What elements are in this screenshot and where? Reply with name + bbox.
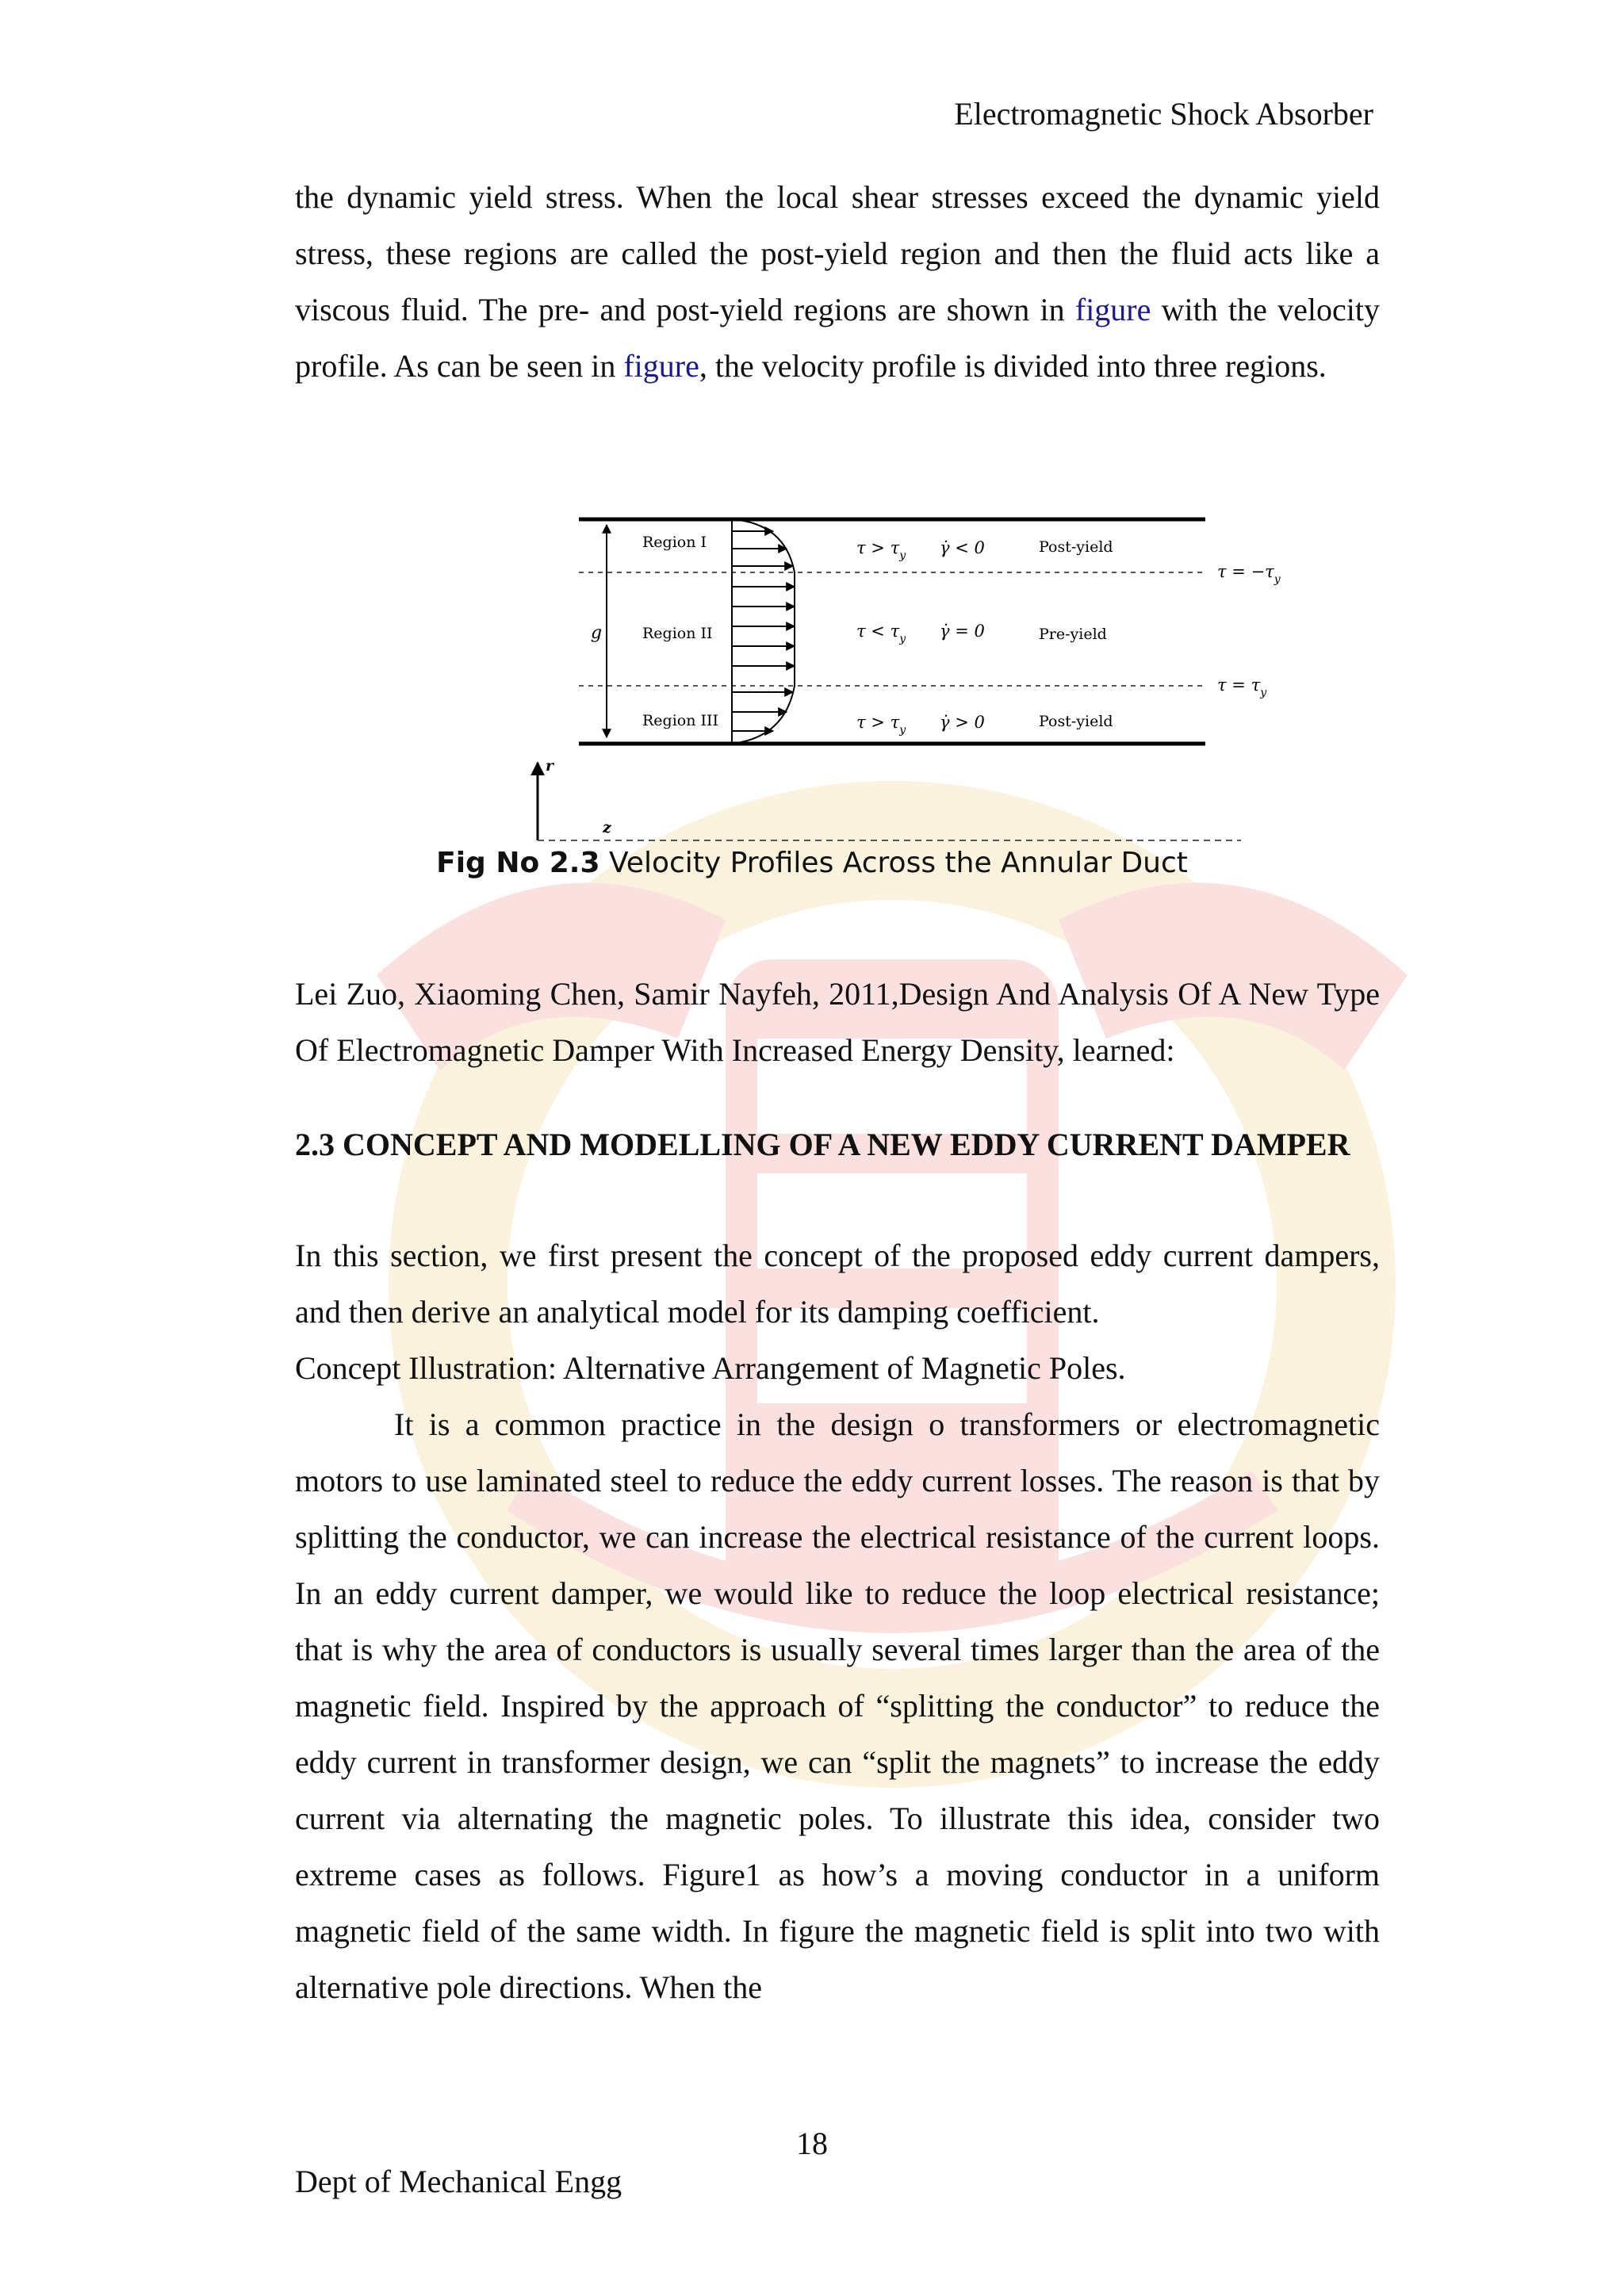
gap-label: g <box>591 623 603 643</box>
region-label: Region I <box>642 534 707 551</box>
strain-rate-label: γ̇ = 0 <box>940 622 985 641</box>
page-number: 18 <box>796 2126 828 2161</box>
intro-paragraph: In this section, we first present the concept of the proposed eddy current dampers, and then derive an analytical model for its damping coefficient. <box>295 1238 1380 1330</box>
strain-rate-label: γ̇ > 0 <box>940 713 985 732</box>
region-label: Region II <box>642 625 713 642</box>
strain-rate-label: γ̇ < 0 <box>940 538 985 557</box>
reference-paragraph: Lei Zuo, Xiaoming Chen, Samir Nayfeh, 2011,Design And Analysis Of A New Type Of Electromagnetic Damper With Increased Energy Density, learned: <box>295 976 1380 1068</box>
velocity-profile-curve <box>732 519 795 744</box>
yield-state-label: Pre-yield <box>1039 626 1107 643</box>
running-header: Electromagnetic Shock Absorber <box>954 96 1373 132</box>
yield-state-label: Post-yield <box>1039 538 1113 556</box>
figure-caption-text: Velocity Profiles Across the Annular Duct <box>599 847 1188 879</box>
condition-label: $\tau > \tau_y$ <box>856 538 906 562</box>
paragraph-yield-stress: the dynamic yield stress. When the local shear stresses exceed the dynamic yield stress, these regions are called the post-yield region and then the fluid acts like a viscous fluid. The pre- and post-yield regions are shown in figure with the velocity profile. As can be seen in figure, the velocity profile is divided into three regions. <box>295 179 1380 384</box>
section-heading: 2.3 CONCEPT AND MODELLING OF A NEW EDDY CURRENT DAMPER <box>295 1127 1350 1162</box>
figure-link[interactable]: figure <box>1074 292 1151 327</box>
main-paragraph: It is a common practice in the design o transformers or electromagnetic motors to use laminated steel to reduce the eddy current losses. The reason is that by splitting the conductor, we can increase the electrical resistance of the current loops. In an eddy current damper, we would like to reduce the loop electrical resistance; that is why the area of conductors is usually several times larger than the area of the magnetic field. Inspired by the approach of “splitting the conductor” to reduce the eddy current in transformer design, we can “split the magnets” to increase the eddy current via alternating the magnetic poles. To illustrate this idea, consider two extreme cases as follows. Figure1 as how’s a moving conductor in a uniform magnetic field of the same width. In figure the magnetic field is split into two with alternative pole directions. When the <box>295 1406 1380 2005</box>
region-label: Region III <box>642 712 719 729</box>
concept-illustration-line: Concept Illustration: Alternative Arrangement of Magnetic Poles. <box>295 1350 1126 1386</box>
z-axis-label: z <box>603 819 611 836</box>
footer-department: Dept of Mechanical Engg <box>295 2164 622 2199</box>
figure-link[interactable]: figure <box>623 348 699 384</box>
condition-label: $\tau < \tau_y$ <box>856 622 906 645</box>
boundary-label: $\tau = -\tau_y$ <box>1217 562 1281 586</box>
velocity-profile-figure <box>508 499 1281 848</box>
r-axis-label: r <box>546 757 554 775</box>
figure-number: Fig No 2.3 <box>436 847 600 879</box>
condition-label: $\tau > \tau_y$ <box>856 713 906 737</box>
yield-state-label: Post-yield <box>1039 713 1113 730</box>
figure-caption <box>0 847 1624 879</box>
boundary-label: $\tau = \tau_y$ <box>1217 675 1267 699</box>
velocity-profile-arrows <box>732 519 795 744</box>
